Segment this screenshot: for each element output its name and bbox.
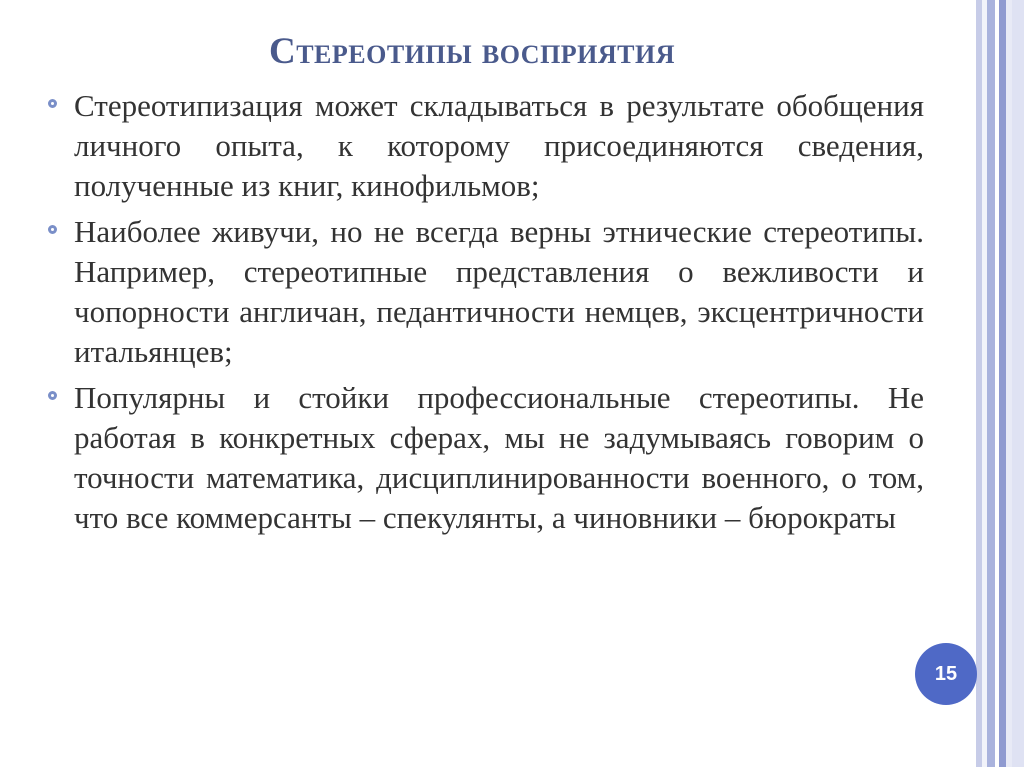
decorative-stripes — [976, 0, 1024, 767]
ring-bullet-icon — [48, 99, 57, 108]
bullet-item-personal-experience — [48, 86, 924, 206]
bullet-item-professional-stereotypes — [48, 378, 924, 538]
bullet-text: Популярны и стойки профессиональные стереотипы. Не работая в конкретных сферах, мы не задумываясь говорим о точности математика, дисциплинированности военного, о том, что все коммерсанты – спекулянты, а чиновники – бюрократы — [74, 380, 924, 535]
bullet-list — [48, 86, 924, 544]
slide-title: Стереотипы восприятия — [268, 31, 676, 72]
ring-bullet-icon — [48, 225, 57, 234]
stripe — [987, 0, 995, 767]
ring-bullet-icon — [48, 391, 57, 400]
bullet-text: Стереотипизация может складываться в результате обобщения личного опыта, к которому присоединяются сведения, полученные из книг, кинофильмов; — [74, 88, 924, 203]
page-number-badge: 15 — [915, 643, 977, 705]
bullet-item-ethnic-stereotypes — [48, 212, 924, 372]
stripe — [999, 0, 1006, 767]
stripe — [1012, 0, 1024, 767]
bullet-text: Наиболее живучи, но не всегда верны этнические стереотипы. Например, стереотипные представления о вежливости и чопорности англичан, педантичности немцев, эксцентричности итальянцев; — [74, 214, 924, 369]
